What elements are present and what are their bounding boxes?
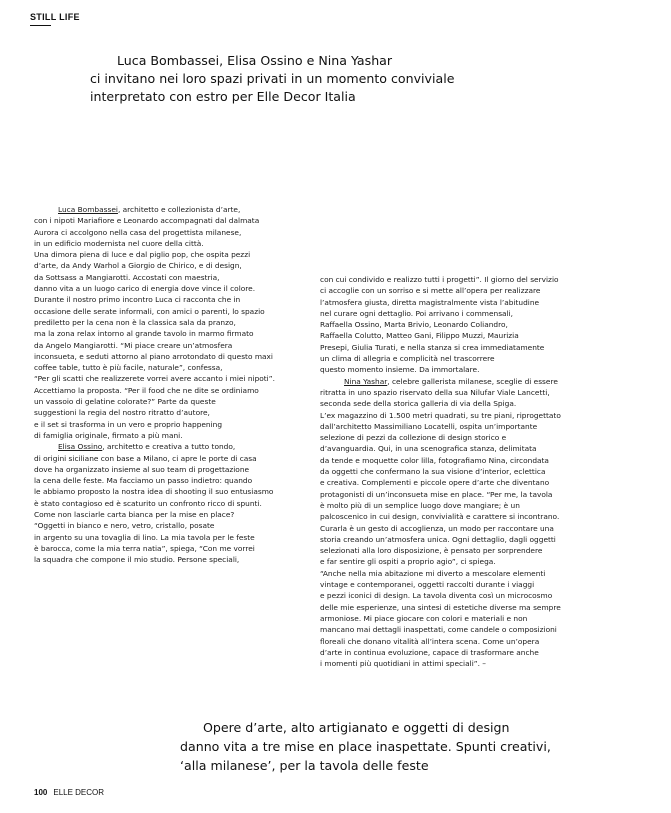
- page-number: 100: [34, 788, 48, 797]
- body-line: i momenti più quotidiani in attimi speciali”. –: [320, 659, 486, 669]
- pull-quote-line: danno vita a tre mise en place inaspettate. Spunti creativi,: [180, 739, 551, 754]
- pull-quote-line: ‘alla milanese’, per la tavola delle feste: [180, 758, 429, 773]
- body-line: [34, 441, 324, 452]
- body-line: la squadra che compone il mio studio. Persone speciali,: [34, 555, 240, 565]
- pull-quote: [180, 718, 610, 775]
- body-line: è stato contagioso ed è scaturito un confronto ricco di spunti.: [34, 498, 262, 508]
- body-line: questo momento insieme. Da immortalare.: [320, 365, 480, 375]
- body-line: d’arte, da Andy Warhol a Giorgio de Chirico, e di design,: [34, 261, 242, 271]
- body-line: e creativa. Complementi e piccole opere d’arte che diventano: [320, 478, 550, 488]
- body-line: d’avanguardia. Qui, in una scenografica stanza, delimitata: [320, 444, 537, 454]
- body-line: dall’architetto Massimiliano Locatelli, ospita un’importante: [320, 421, 538, 431]
- body-line: seconda sede della storica galleria di via della Spiga.: [320, 399, 517, 409]
- left-column: [34, 204, 324, 566]
- body-line: storia creando un’atmosfera unica. Ogni dettaglio, dagli oggetti: [320, 534, 556, 544]
- page-footer: [34, 788, 104, 797]
- body-line: armoniose. Mi piace giocare con colori e materiali e non: [320, 613, 528, 623]
- body-line: ritratta in uno spazio riservato della sua Nilufar Viale Lancetti,: [320, 387, 550, 397]
- body-line: in un edificio modernista nel cuore della città.: [34, 238, 204, 248]
- intro-line: interpretato con estro per Elle Decor Italia: [90, 89, 356, 104]
- body-line: Accettiamo la proposta. “Per il food che ne dite se ordiniamo: [34, 385, 259, 395]
- intro-paragraph: [90, 52, 590, 106]
- body-line: d’arte in continua evoluzione, capace di trasformare anche: [320, 647, 539, 657]
- body-line: e il set si trasforma in un vero e proprio happening: [34, 419, 223, 429]
- body-line: vintage e contemporanei, oggetti raccolti durante i viaggi: [320, 580, 535, 590]
- right-column: [320, 274, 620, 669]
- body-line: Raffaella Ossino, Marta Brivio, Leonardo Coliandro,: [320, 320, 508, 330]
- body-line: L’ex magazzino di 1.500 metri quadrati, su tre piani, riprogettato: [320, 410, 561, 420]
- body-line: con cui condivido e realizzo tutti i progetti”. Il giorno del servizio: [320, 275, 559, 284]
- body-line: con i nipoti Mariafiore e Leonardo accompagnati dal dalmata: [34, 216, 260, 226]
- body-line: da oggetti che confermano la sua visione d’interior, eclettica: [320, 467, 546, 477]
- body-line: palcoscenico in cui design, convivialità e carattere si incontrano.: [320, 512, 560, 522]
- body-line: è barocca, come la mia terra natia”, spiega, “Con me vorrei: [34, 543, 255, 553]
- body-line: Una dimora piena di luce e dal piglio pop, che ospita pezzi: [34, 250, 251, 260]
- body-line: e pezzi iconici di design. La tavola diventa così un microcosmo: [320, 591, 553, 601]
- intro-line: Luca Bombassei, Elisa Ossino e Nina Yashar: [117, 53, 393, 68]
- body-line: un clima di allegria e complicità nel trascorrere: [320, 354, 495, 364]
- body-line: da Angelo Mangiarotti. “Mi piace creare un’atmosfera: [34, 340, 233, 350]
- body-line: “Oggetti in bianco e nero, vetro, cristallo, posate: [34, 521, 215, 531]
- pull-quote-line: Opere d’arte, alto artigianato e oggetti di design: [203, 720, 510, 735]
- body-line: nel curare ogni dettaglio. Poi arrivano i commensali,: [320, 308, 514, 318]
- body-line: Aurora ci accolgono nella casa del progettista milanese,: [34, 227, 242, 237]
- body-line: selezionati alla loro disposizione, è pensato per sorprendere: [320, 546, 543, 556]
- body-line: ma la zona relax intorno al grande tavolo in marmo firmato: [34, 329, 254, 339]
- body-text: , celebre gallerista milanese, sceglie di essere: [387, 376, 558, 386]
- body-line: suggestioni la regia del nostro ritratto d’autore,: [34, 408, 210, 418]
- body-line: protagonisti di un’inconsueta mise en place. “Per me, la tavola: [320, 489, 553, 499]
- body-line: Presepi, Giulia Turati, e nella stanza si crea immediatamente: [320, 342, 545, 352]
- magazine-name: ELLE DECOR: [53, 788, 105, 797]
- body-line: “Anche nella mia abitazione mi diverto a mescolare elementi: [320, 568, 546, 578]
- body-line: la cena delle feste. Ma facciamo un passo indietro: quando: [34, 476, 253, 486]
- body-line: le abbiamo proposto la nostra idea di shooting il suo entusiasmo: [34, 487, 274, 497]
- body-line: in argento su una tovaglia di lino. La mia tavola per le feste: [34, 532, 255, 542]
- body-line: Curarla è un gesto di accoglienza, un modo per raccontare una: [320, 523, 554, 533]
- body-line: prediletto per la cena non è la classica sala da pranzo,: [34, 317, 236, 327]
- body-line: [34, 204, 324, 215]
- body-text: , architetto e creativa a tutto tondo,: [102, 442, 236, 452]
- body-line: da Sottsass a Mangiarotti. Accostati con maestria,: [34, 272, 220, 282]
- body-line: è molto più di un semplice luogo dove mangiare; è un: [320, 500, 520, 510]
- body-line: inconsueta, e seduti attorno al piano arrotondato di questo maxi: [34, 351, 273, 361]
- body-line: floreali che donano vitalità all’intera scena. Come un’opera: [320, 636, 540, 646]
- body-line: [320, 376, 620, 387]
- body-line: e far sentire gli ospiti a proprio agio”, ci spiega.: [320, 557, 496, 567]
- body-line: da tende e moquette color lilla, fotografiamo Nina, circondata: [320, 455, 549, 465]
- body-line: coffee table, tutto è più facile, naturale”, confessa,: [34, 363, 223, 373]
- person-name: Elisa Ossino: [58, 442, 103, 452]
- body-line: delle mie esperienze, una sintesi di estetiche diverse ma sempre: [320, 602, 561, 612]
- body-line: Raffaella Colutto, Matteo Gani, Filippo Muzzi, Maurizia: [320, 331, 519, 341]
- body-line: Come non lasciarle carta bianca per la mise en place?: [34, 510, 235, 520]
- body-text: , architetto e collezionista d’arte,: [117, 205, 241, 214]
- body-line: di famiglia originale, firmato a più mani.: [34, 430, 183, 440]
- body-line: l’atmosfera giusta, diretta magistralmente vista l’abitudine: [320, 297, 540, 307]
- body-line: ci accoglie con un sorriso e si mette all’opera per realizzare: [320, 286, 541, 296]
- body-line: mancano mai dettagli inaspettati, come candele o composizioni: [320, 625, 557, 635]
- body-line: “Per gli scatti che realizzerete vorrei avere accanto i miei nipoti”.: [34, 374, 275, 384]
- body-line: di origini siciliane con base a Milano, ci apre le porte di casa: [34, 453, 257, 463]
- body-line: danno vita a un luogo carico di energia dove vince il colore.: [34, 284, 256, 294]
- section-label: [30, 12, 80, 26]
- person-name: Nina Yashar: [344, 376, 388, 386]
- intro-line: ci invitano nei loro spazi privati in un momento conviviale: [90, 71, 455, 86]
- body-line: selezione di pezzi da collezione di design storico e: [320, 433, 507, 443]
- body-line: Durante il nostro primo incontro Luca ci racconta che in: [34, 295, 241, 305]
- body-line: dove ha organizzato insieme al suo team di progettazione: [34, 464, 250, 474]
- body-line: un vassoio di gelatine colorate?” Parte da queste: [34, 397, 216, 407]
- section-label-text: STILL LIFE: [30, 12, 80, 22]
- body-line: occasione delle serate informali, con amici o parenti, lo spazio: [34, 306, 265, 316]
- person-name: Luca Bombassei: [58, 205, 118, 214]
